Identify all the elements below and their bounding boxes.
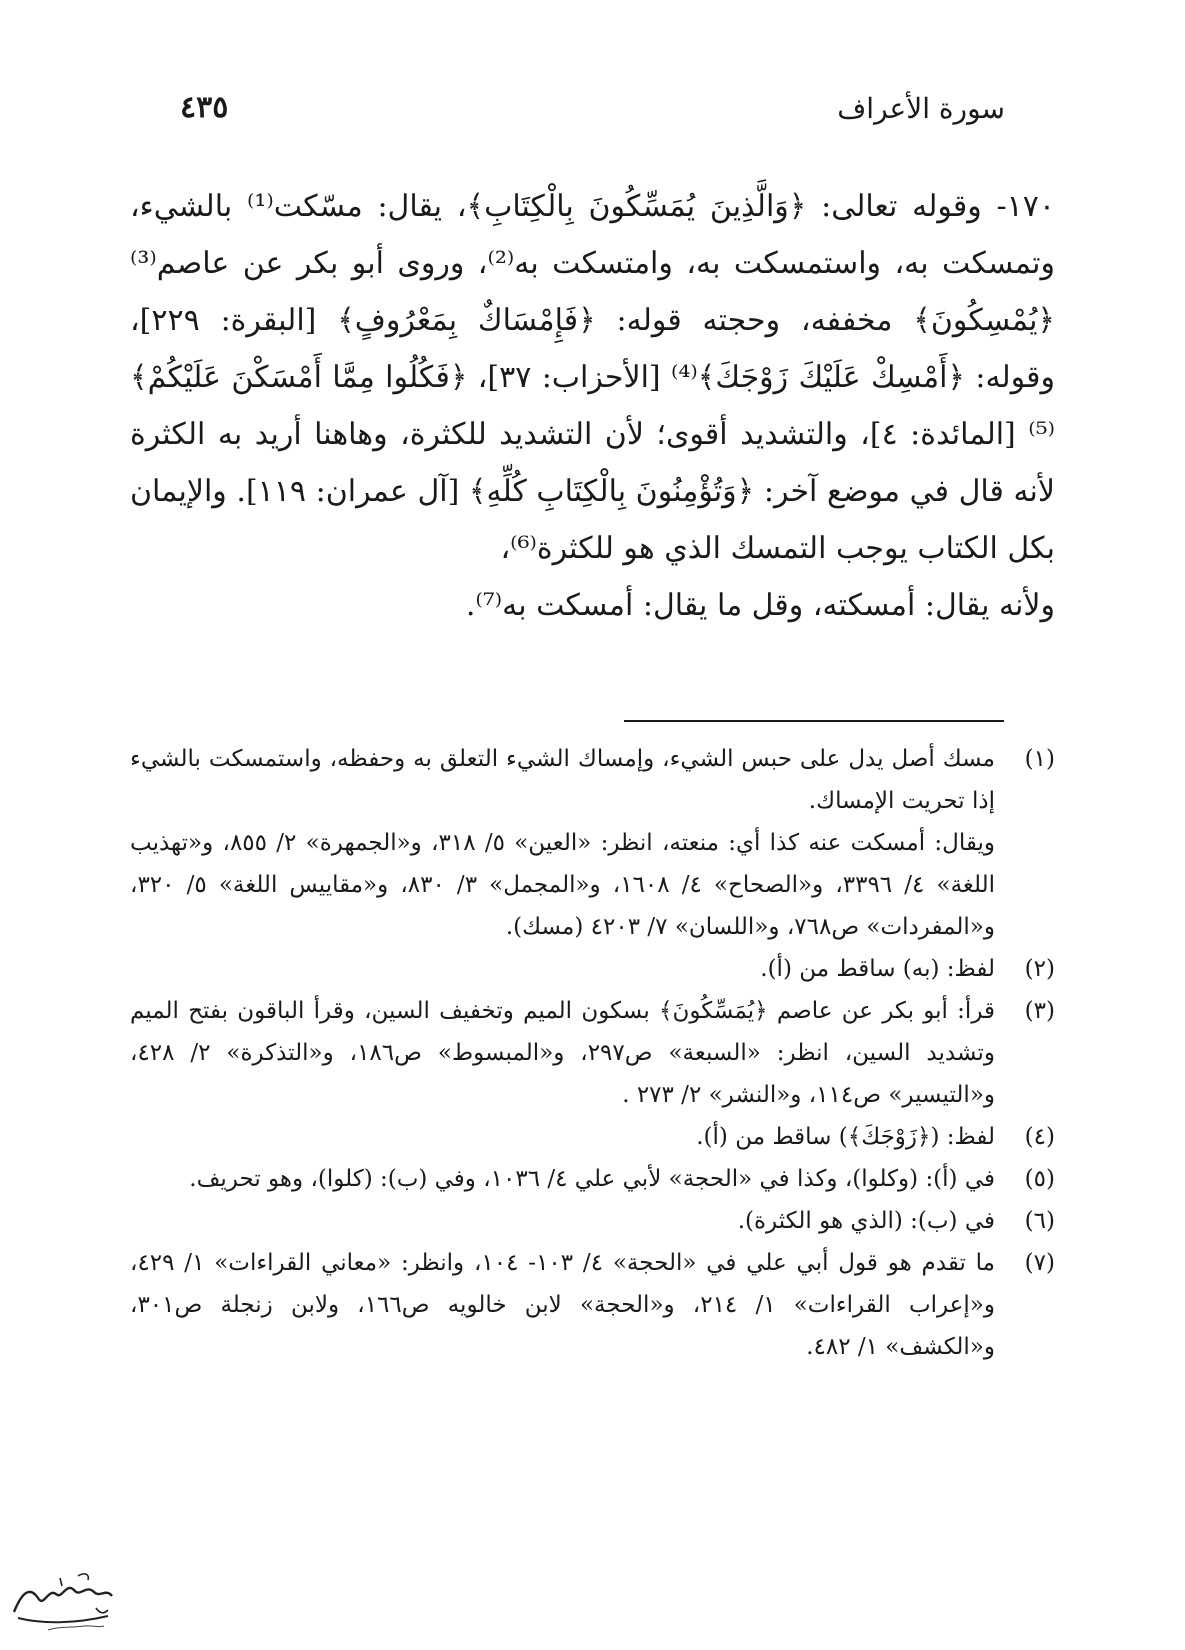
footnote-number: (٥) (1024, 1166, 1055, 1192)
footnote-text-continued: ويقال: أمسكت عنه كذا أي: منعته، انظر: «العين» ٥/ ٣١٨، و«الجمهرة» ٢/ ٨٥٥، و«تهذيب اللغة» ٤/ ٣٣٩٦، و«الصحاح» ٤/ ١٦٠٨، و«المجمل» ٣/ ٨٣٠، و«مقاييس اللغة» ٥/ ٣٢٠، و«المفردات» ص٧٦٨، و«اللسان» ٧/ ٤٢٠٣ (مسك). (130, 830, 996, 940)
footnote-text: مسك أصل يدل على حبس الشيء، وإمساك الشيء التعلق به وحفظه، واستمسكت بالشيء إذا تحريت الإمساك. (130, 746, 995, 814)
main-text (130, 178, 1055, 634)
surah-title: سورة الأعراف (837, 92, 1005, 125)
footnotes (130, 738, 1055, 1368)
footnote-number: (٣) (1024, 998, 1055, 1024)
footnote-number: (١) (1024, 746, 1055, 772)
footnote-2 (130, 948, 1055, 990)
footnote-5 (130, 1158, 1055, 1200)
footnote-text: قرأ: أبو بكر عن عاصم ﴿يُمَسِّكُونَ﴾ بسكون الميم وتخفيف السين، وقرأ الباقون بفتح الميم وتشديد السين، انظر: «السبعة» ص٢٩٧، و«المبسوط» ص١٨٦، و«التذكرة» ٢/ ٤٢٨، و«التيسير» ص١١٤، و«النشر» ٢/ ٢٧٣ . (130, 998, 995, 1108)
footnote-divider (624, 720, 1004, 722)
footnote-text: في (ب): (الذي هو الكثرة). (737, 1208, 995, 1234)
footnote-7 (130, 1242, 1055, 1368)
footnote-number: (٧) (1024, 1250, 1055, 1276)
footnote-1 (130, 738, 1055, 948)
footnote-number: (٦) (1024, 1208, 1055, 1234)
footnote-4 (130, 1116, 1055, 1158)
page-header (180, 92, 1005, 132)
main-paragraph: ١٧٠- وقوله تعالى: ﴿وَالَّذِينَ يُمَسِّكُونَ بِالْكِتَابِ﴾، يقال: مسّكت⁽¹⁾ بالشيء، وتمسكت به، واستمسكت به، وامتسكت به⁽²⁾، وروى أبو بكر عن عاصم⁽³⁾ ﴿يُمْسِكُونَ﴾ مخففه، وحجته قوله: ﴿فَإِمْسَاكٌ بِمَعْرُوفٍ﴾ [البقرة: ٢٢٩]، وقوله: ﴿أَمْسِكْ عَلَيْكَ زَوْجَكَ﴾⁽⁴⁾ [الأحزاب: ٣٧]، ﴿فَكُلُوا مِمَّا أَمْسَكْنَ عَلَيْكُمْ﴾⁽⁵⁾ [المائدة: ٤]، والتشديد أقوى؛ لأن التشديد للكثرة، وهاهنا أريد به الكثرة لأنه قال في موضع آخر: ﴿وَتُؤْمِنُونَ بِالْكِتَابِ كُلِّهِ﴾ [آل عمران: ١١٩]. والإيمان بكل الكتاب يوجب التمسك الذي هو للكثرة⁽⁶⁾، (130, 189, 1056, 566)
footnote-number: (٢) (1024, 956, 1055, 982)
footnote-text: ما تقدم هو قول أبي علي في «الحجة» ٤/ ١٠٣- ١٠٤، وانظر: «معاني القراءات» ١/ ٤٢٩، و«إعراب القراءات» ١/ ٢١٤، و«الحجة» لابن خالويه ص١٦٦، ولابن زنجلة ص٣٠١، و«الكشف» ١/ ٤٨٢. (130, 1250, 996, 1360)
stamp-calligraphy-stroke (14, 1588, 112, 1612)
footnote-text: في (أ): (وكلوا)، وكذا في «الحجة» لأبي علي ٤/ ١٠٣٦، وفي (ب): (كلوا)، وهو تحريف. (189, 1166, 995, 1192)
footnote-text: لفظ: (به) ساقط من (أ). (760, 956, 995, 982)
footnote-6 (130, 1200, 1055, 1242)
stamp-small-script (48, 1626, 104, 1630)
main-paragraph-last-line: ولأنه يقال: أمسكته، وقل ما يقال: أمسكت به⁽⁷⁾. (465, 588, 1055, 623)
footnote-number: (٤) (1024, 1124, 1055, 1150)
footnote-text: لفظ: (﴿زَوْجَكَ﴾) ساقط من (أ). (696, 1124, 995, 1150)
footnote-3 (130, 990, 1055, 1116)
page-number: ٤٣٥ (180, 90, 229, 125)
stamp-calligraphy-underline (18, 1616, 108, 1622)
library-stamp-logo (8, 1568, 118, 1634)
